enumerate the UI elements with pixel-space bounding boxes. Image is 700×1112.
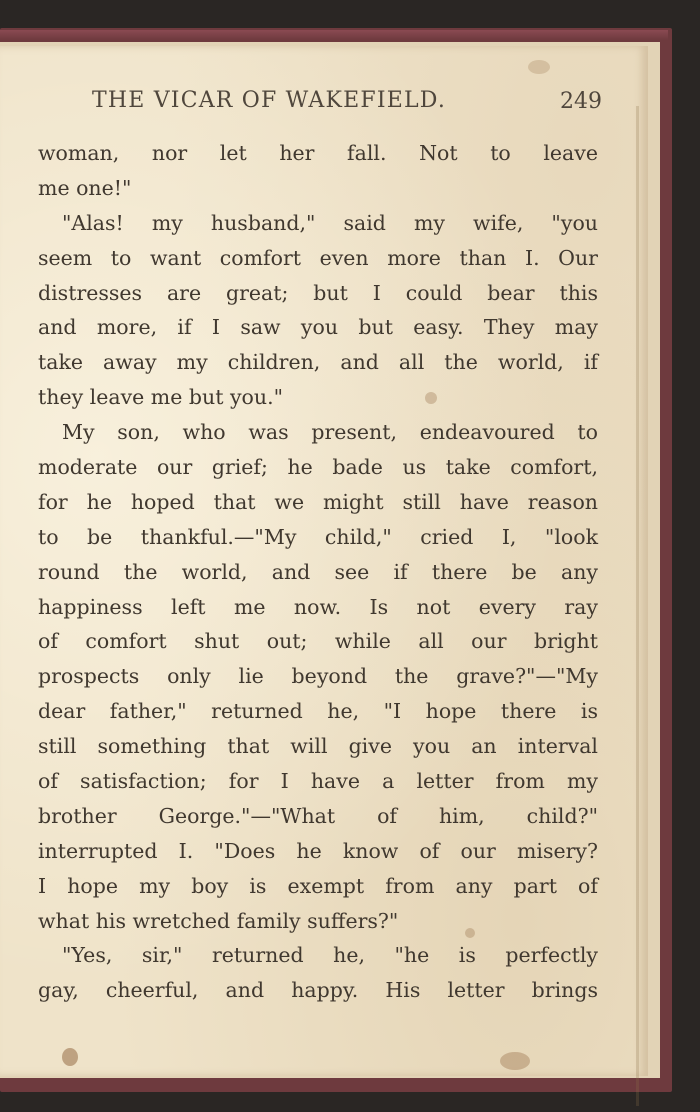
text-line: gay, cheerful, and happy. His letter brings bbox=[38, 978, 598, 1003]
foxing-spot bbox=[465, 928, 475, 938]
text-line: and more, if I saw you but easy. They may bbox=[38, 315, 598, 340]
page-fold-shadow bbox=[636, 106, 639, 1106]
foxing-spot bbox=[528, 60, 550, 74]
text-line: "Alas! my husband," said my wife, "you bbox=[62, 210, 598, 235]
text-line: happiness left me now. Is not every ray bbox=[38, 594, 598, 619]
foxing-spot bbox=[62, 1048, 78, 1066]
text-line: woman, nor let her fall. Not to leave bbox=[38, 141, 598, 165]
text-line: round the world, and see if there be any bbox=[38, 559, 598, 584]
cover-top-edge bbox=[0, 30, 668, 40]
text-line: interrupted I. "Does he know of our misery? bbox=[38, 838, 598, 863]
foxing-spot bbox=[500, 1052, 530, 1070]
text-line: they leave me but you." bbox=[38, 385, 284, 410]
body-text bbox=[38, 136, 598, 1008]
text-line: take away my children, and all the world, if bbox=[38, 350, 598, 375]
text-line: I hope my boy is exempt from any part of bbox=[38, 873, 598, 898]
text-line: me one!" bbox=[38, 175, 132, 200]
running-header bbox=[92, 88, 602, 118]
text-line: still something that will give you an interval bbox=[38, 734, 598, 759]
running-title: THE VICAR OF WAKEFIELD. bbox=[92, 88, 447, 113]
text-line: seem to want comfort even more than I. Our bbox=[38, 245, 598, 270]
text-line: of satisfaction; for I have a letter from my bbox=[38, 769, 598, 794]
text-line: "Yes, sir," returned he, "he is perfectly bbox=[62, 943, 598, 968]
text-line: My son, who was present, endeavoured to bbox=[62, 420, 598, 445]
text-line: distresses are great; but I could bear this bbox=[38, 280, 598, 305]
text-line: brother George."—"What of him, child?" bbox=[38, 803, 598, 828]
text-line: to be thankful.—"My child," cried I, "look bbox=[38, 524, 598, 549]
text-line: moderate our grief; he bade us take comfort, bbox=[38, 455, 598, 480]
text-line: what his wretched family suffers?" bbox=[38, 908, 399, 933]
text-line: dear father," returned he, "I hope there is bbox=[38, 699, 598, 724]
foxing-spot bbox=[425, 392, 437, 404]
page-number: 249 bbox=[560, 89, 602, 114]
text-line: prospects only lie beyond the grave?"—"My bbox=[38, 664, 598, 689]
text-line: for he hoped that we might still have reason bbox=[38, 489, 598, 514]
text-line: of comfort shut out; while all our bright bbox=[38, 629, 598, 654]
